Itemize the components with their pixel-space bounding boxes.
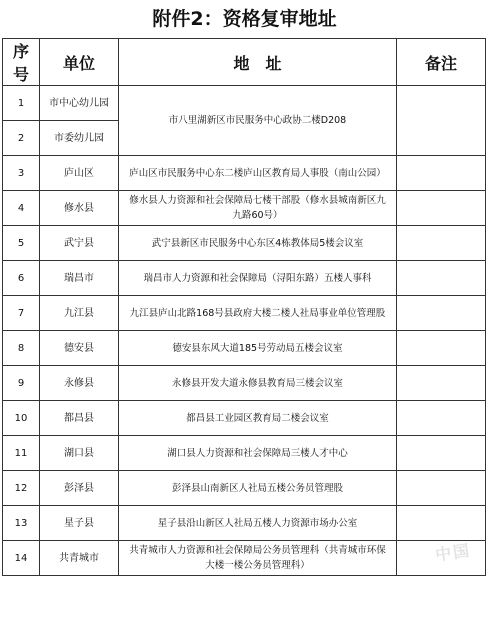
table-row bbox=[3, 156, 486, 191]
table-row bbox=[3, 86, 486, 121]
row-index: 2 bbox=[3, 121, 40, 156]
document-title: 附件2：资格复审地址 bbox=[152, 8, 337, 30]
row-index: 4 bbox=[3, 191, 40, 226]
row-note bbox=[397, 296, 486, 331]
row-unit: 湖口县 bbox=[40, 436, 119, 471]
row-unit: 彭泽县 bbox=[40, 471, 119, 506]
row-note bbox=[397, 471, 486, 506]
table-header-row bbox=[3, 39, 486, 86]
header-note: 备注 bbox=[397, 39, 486, 86]
row-address: 共青城市人力资源和社会保障局公务员管理科（共青城市环保大楼一楼公务员管理科） bbox=[119, 541, 397, 576]
row-note bbox=[397, 401, 486, 436]
row-unit: 庐山区 bbox=[40, 156, 119, 191]
row-note bbox=[397, 331, 486, 366]
row-note bbox=[397, 366, 486, 401]
table-row bbox=[3, 471, 486, 506]
row-index: 5 bbox=[3, 226, 40, 261]
table-row bbox=[3, 226, 486, 261]
row-unit: 德安县 bbox=[40, 331, 119, 366]
row-note bbox=[397, 226, 486, 261]
row-address: 庐山区市民服务中心东二楼庐山区教育局人事股（南山公园） bbox=[119, 156, 397, 191]
address-table bbox=[2, 38, 485, 576]
row-unit: 市委幼儿园 bbox=[40, 121, 119, 156]
row-unit: 修水县 bbox=[40, 191, 119, 226]
row-address: 武宁县新区市民服务中心东区4栋教体局5楼会议室 bbox=[119, 226, 397, 261]
row-note bbox=[397, 86, 486, 156]
row-note bbox=[397, 191, 486, 226]
row-index: 10 bbox=[3, 401, 40, 436]
row-index: 3 bbox=[3, 156, 40, 191]
table-row bbox=[3, 261, 486, 296]
row-address: 彭泽县山南新区人社局五楼公务员管理股 bbox=[119, 471, 397, 506]
row-note bbox=[397, 506, 486, 541]
row-index: 7 bbox=[3, 296, 40, 331]
row-address: 星子县沿山新区人社局五楼人力资源市场办公室 bbox=[119, 506, 397, 541]
row-index: 9 bbox=[3, 366, 40, 401]
table-row bbox=[3, 541, 486, 576]
row-note bbox=[397, 436, 486, 471]
table-row bbox=[3, 191, 486, 226]
table-row bbox=[3, 436, 486, 471]
row-index: 14 bbox=[3, 541, 40, 576]
row-address: 德安县东风大道185号劳动局五楼会议室 bbox=[119, 331, 397, 366]
header-address: 地 址 bbox=[119, 39, 397, 86]
header-index: 序号 bbox=[3, 39, 40, 86]
row-unit: 永修县 bbox=[40, 366, 119, 401]
row-address: 都昌县工业园区教育局二楼会议室 bbox=[119, 401, 397, 436]
row-unit: 武宁县 bbox=[40, 226, 119, 261]
header-unit: 单位 bbox=[40, 39, 119, 86]
row-index: 8 bbox=[3, 331, 40, 366]
row-address: 瑞昌市人力资源和社会保障局（浔阳东路）五楼人事科 bbox=[119, 261, 397, 296]
table-row bbox=[3, 366, 486, 401]
table-row bbox=[3, 296, 486, 331]
row-unit: 市中心幼儿园 bbox=[40, 86, 119, 121]
row-address: 市八里湖新区市民服务中心政协二楼D208 bbox=[119, 86, 397, 156]
row-unit: 都昌县 bbox=[40, 401, 119, 436]
row-address: 永修县开发大道永修县教育局三楼会议室 bbox=[119, 366, 397, 401]
row-unit: 星子县 bbox=[40, 506, 119, 541]
row-index: 12 bbox=[3, 471, 40, 506]
row-index: 1 bbox=[3, 86, 40, 121]
row-index: 6 bbox=[3, 261, 40, 296]
row-index: 11 bbox=[3, 436, 40, 471]
row-unit: 瑞昌市 bbox=[40, 261, 119, 296]
watermark: 中国 bbox=[433, 540, 473, 565]
table-row bbox=[3, 506, 486, 541]
table-row bbox=[3, 401, 486, 436]
row-unit: 共青城市 bbox=[40, 541, 119, 576]
row-note bbox=[397, 261, 486, 296]
table-row bbox=[3, 331, 486, 366]
row-address: 湖口县人力资源和社会保障局三楼人才中心 bbox=[119, 436, 397, 471]
row-note bbox=[397, 156, 486, 191]
row-address: 修水县人力资源和社会保障局七楼干部股（修水县城南新区九九路60号） bbox=[119, 191, 397, 226]
row-unit: 九江县 bbox=[40, 296, 119, 331]
row-address: 九江县庐山北路168号县政府大楼二楼人社局事业单位管理股 bbox=[119, 296, 397, 331]
row-index: 13 bbox=[3, 506, 40, 541]
